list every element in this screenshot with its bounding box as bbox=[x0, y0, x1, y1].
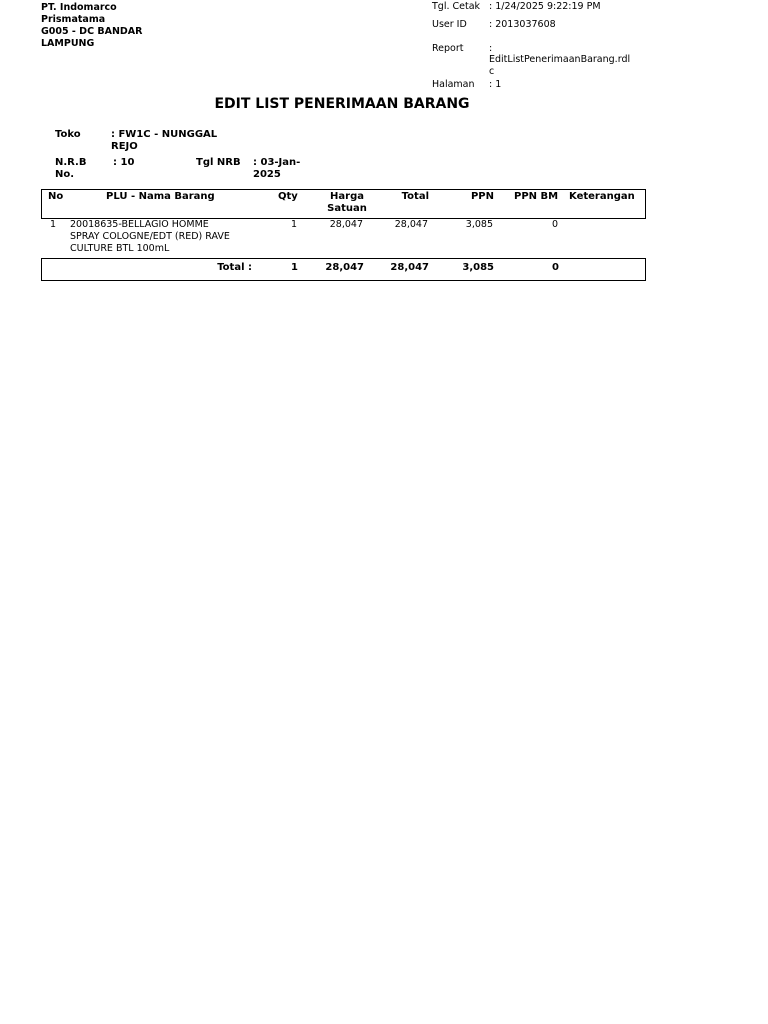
report-colon: : bbox=[489, 43, 493, 54]
company-name-line2: Prismatama bbox=[41, 14, 106, 25]
row-plu-line3: CULTURE BTL 100mL bbox=[70, 243, 170, 254]
col-ppnbm: PPN BM bbox=[514, 191, 559, 202]
col-ppn: PPN bbox=[470, 191, 494, 202]
nrb-value: : 10 bbox=[113, 157, 135, 168]
row-plu-line2: SPRAY COLOGNE/EDT (RED) RAVE bbox=[70, 231, 230, 242]
total-total: 28,047 bbox=[390, 262, 429, 273]
nrb-label-line2: No. bbox=[55, 169, 75, 180]
col-plu: PLU - Nama Barang bbox=[106, 191, 215, 202]
print-date-label: Tgl. Cetak bbox=[432, 1, 481, 12]
row-no: 1 bbox=[50, 219, 57, 230]
col-keterangan: Keterangan bbox=[569, 191, 635, 202]
tgl-nrb-label: Tgl NRB bbox=[196, 157, 241, 168]
toko-label: Toko bbox=[55, 129, 81, 140]
total-label: Total : bbox=[217, 262, 252, 273]
page-label: Halaman bbox=[432, 79, 475, 90]
col-no: No bbox=[48, 191, 64, 202]
total-harga: 28,047 bbox=[325, 262, 364, 273]
table-row bbox=[41, 218, 646, 258]
print-date-value: : 1/24/2025 9:22:19 PM bbox=[489, 1, 601, 12]
total-ppn: 3,085 bbox=[462, 262, 494, 273]
report-title: EDIT LIST PENERIMAAN BARANG bbox=[214, 96, 470, 112]
toko-value-line2: REJO bbox=[111, 141, 138, 152]
company-name-line1: PT. Indomarco bbox=[41, 2, 117, 13]
branch-line2: LAMPUNG bbox=[41, 38, 95, 49]
totals-row bbox=[41, 258, 646, 281]
report-value-line2: c bbox=[489, 66, 495, 77]
toko-value-line1: : FW1C - NUNGGAL bbox=[111, 129, 218, 140]
tgl-nrb-value-line1: : 03-Jan- bbox=[253, 157, 301, 168]
row-ppn: 3,085 bbox=[465, 219, 493, 230]
company-block bbox=[41, 2, 161, 50]
table-header bbox=[41, 189, 646, 219]
branch-line1: G005 - DC BANDAR bbox=[41, 26, 143, 37]
total-ppnbm: 0 bbox=[552, 262, 559, 273]
page-value: : 1 bbox=[489, 79, 502, 90]
col-harga-line1: Harga bbox=[330, 191, 364, 202]
user-id-label: User ID bbox=[432, 19, 467, 30]
nrb-label-line1: N.R.B bbox=[55, 157, 87, 168]
col-harga-line2: Satuan bbox=[327, 203, 367, 214]
row-plu-line1: 20018635-BELLAGIO HOMME bbox=[70, 219, 209, 230]
tgl-nrb-value-line2: 2025 bbox=[253, 169, 281, 180]
row-harga: 28,047 bbox=[329, 219, 363, 230]
total-qty: 1 bbox=[291, 262, 298, 273]
col-total: Total bbox=[401, 191, 429, 202]
row-ppnbm: 0 bbox=[551, 219, 558, 230]
user-id-value: : 2013037608 bbox=[489, 19, 556, 30]
row-qty: 1 bbox=[290, 219, 297, 230]
row-total: 28,047 bbox=[394, 219, 428, 230]
report-value-line1: EditListPenerimaanBarang.rdl bbox=[489, 54, 631, 65]
report-label: Report bbox=[432, 43, 464, 54]
col-qty: Qty bbox=[278, 191, 298, 202]
